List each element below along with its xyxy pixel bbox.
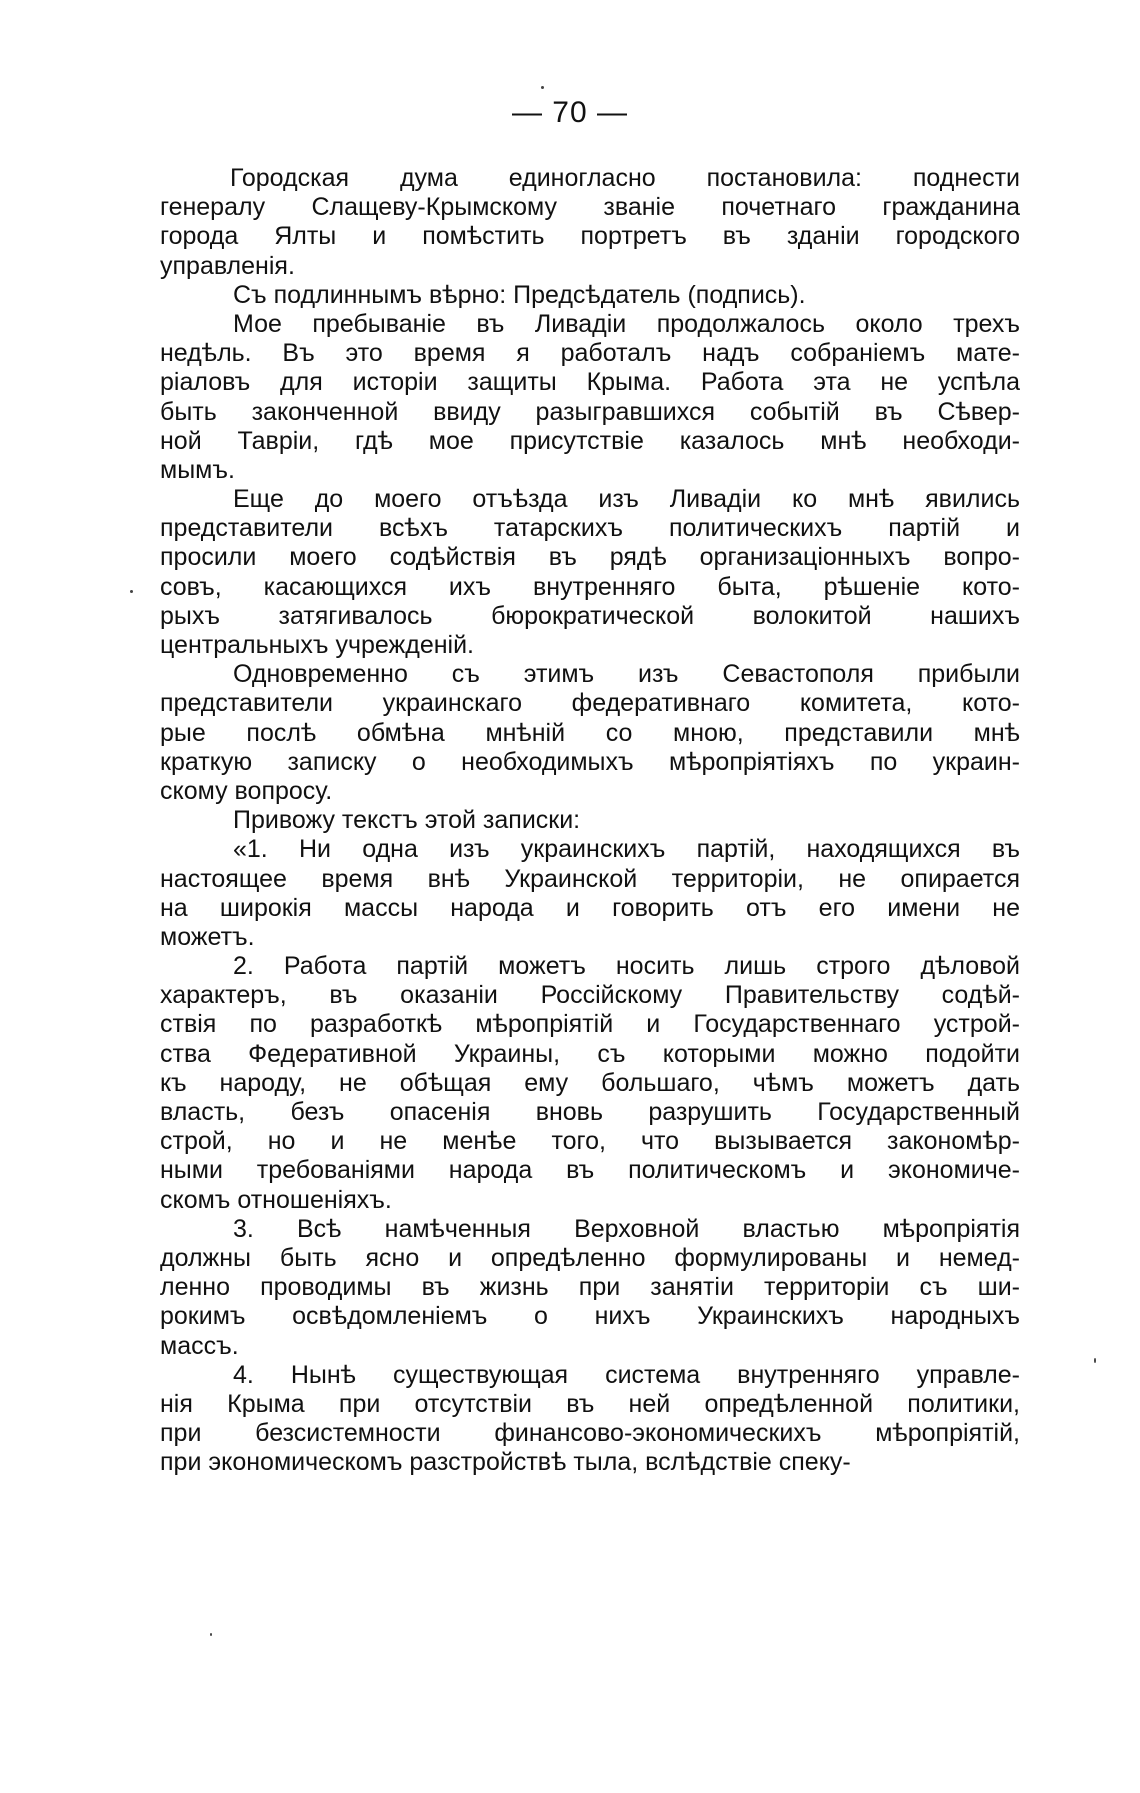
text-line: 4. Нынѣ существующая система внутренняго управле-: [233, 1360, 1020, 1389]
text-line: массъ.: [160, 1331, 239, 1360]
scan-speck: [130, 590, 133, 593]
body-text: [160, 164, 1020, 1477]
text-line: генералу Слащеву-Крымскому званіе почетнаго гражданина: [160, 193, 1020, 222]
text-line: 3. Всѣ намѣченныя Верховной властью мѣропріятія: [233, 1214, 1020, 1243]
text-line: къ народу, не обѣщая ему большаго, чѣмъ можетъ дать: [160, 1068, 1020, 1097]
text-line: ства Федеративной Украины, съ которыми можно подойти: [160, 1039, 1020, 1068]
paragraph: [160, 1361, 1020, 1478]
text-line: Еще до моего отъѣзда изъ Ливадіи ко мнѣ явились: [233, 485, 1020, 514]
text-line: рыхъ затягивалось бюрократической волокитой нашихъ: [160, 601, 1020, 630]
paragraph: [160, 660, 1020, 806]
text-line: мымъ.: [160, 455, 235, 484]
text-line: Городская дума единогласно постановила: поднести: [230, 164, 1020, 192]
text-line: рокимъ освѣдомленіемъ о нихъ Украинскихъ народныхъ: [160, 1302, 1020, 1331]
text-line: Одновременно съ этимъ изъ Севастополя прибыли: [233, 660, 1020, 689]
paragraph: [160, 281, 1020, 310]
paragraph: [160, 952, 1020, 1215]
text-line: строй, но и не менѣе того, что вызывается закономѣр-: [160, 1127, 1020, 1156]
text-line: представители всѣхъ татарскихъ политическихъ партій и: [160, 514, 1020, 543]
text-line: должны быть ясно и опредѣленно формулированы и немед-: [160, 1243, 1020, 1272]
text-line: ными требованіями народа въ политическомъ и экономиче-: [160, 1156, 1020, 1185]
text-line: ствія по разработкѣ мѣропріятій и Государственнаго устрой-: [160, 1010, 1020, 1039]
text-line: можетъ.: [160, 922, 255, 951]
text-line: власть, безъ опасенія вновь разрушить Государственный: [160, 1098, 1020, 1126]
text-line: на широкія массы народа и говорить отъ его имени не: [160, 893, 1020, 922]
text-line: скому вопросу.: [160, 776, 333, 805]
text-line: Привожу текстъ этой записки:: [233, 806, 581, 835]
text-line: ріаловъ для исторіи защиты Крыма. Работа эта не успѣла: [160, 368, 1020, 397]
scan-speck: [1094, 1358, 1096, 1363]
page-number: — 70 —: [511, 96, 629, 129]
text-line: «1. Ни одна изъ украинскихъ партій, находящихся въ: [233, 835, 1020, 864]
paragraph: [160, 485, 1020, 660]
text-line: ной Тавріи, гдѣ мое присутствіе казалось мнѣ необходи-: [160, 426, 1020, 455]
text-line: Мое пребываніе въ Ливадіи продолжалось около трехъ: [233, 309, 1020, 338]
text-line: ленно проводимы въ жизнь при занятіи территоріи съ ши-: [160, 1273, 1020, 1302]
text-line: настоящее время внѣ Украинской территоріи, не опирается: [160, 864, 1020, 893]
text-line: города Ялты и помѣстить портретъ въ зданіи городского: [160, 222, 1020, 251]
text-line: скомъ отношеніяхъ.: [160, 1185, 392, 1214]
text-line: рые послѣ обмѣна мнѣній со мною, представили мнѣ: [160, 718, 1020, 747]
paragraph: [160, 835, 1020, 952]
text-line: при безсистемности финансово-экономическихъ мѣропріятій,: [160, 1419, 1020, 1448]
scan-speck: [210, 1633, 212, 1636]
text-line: быть законченной ввиду разыгравшихся событій въ Сѣвер-: [160, 397, 1020, 426]
text-line: недѣль. Въ это время я работалъ надъ собраніемъ мате-: [160, 339, 1020, 368]
text-line: представители украинскаго федеративнаго комитета, кото-: [160, 689, 1020, 718]
paragraph: [160, 310, 1020, 485]
scan-speck: [541, 86, 544, 89]
text-line: характеръ, въ оказаніи Россійскому Правительству содѣй-: [160, 981, 1020, 1010]
text-line: при экономическомъ разстройствѣ тыла, вслѣдствіе спеку-: [160, 1448, 851, 1477]
text-line: Съ подлиннымъ вѣрно: Предсѣдатель (подпись).: [233, 280, 806, 309]
text-line: нія Крыма при отсутствіи въ ней опредѣленной политики,: [160, 1389, 1020, 1418]
text-line: 2. Работа партій можетъ носить лишь строго дѣловой: [233, 952, 1020, 981]
paragraph: [160, 164, 1020, 281]
text-line: центральныхъ учрежденій.: [160, 631, 475, 659]
text-line: просили моего содѣйствія въ рядѣ организаціонныхъ вопро-: [160, 543, 1020, 572]
text-line: управленія.: [160, 251, 295, 280]
text-line: совъ, касающихся ихъ внутренняго быта, рѣшеніе кото-: [160, 572, 1020, 601]
paragraph: [160, 806, 1020, 835]
paragraph: [160, 1215, 1020, 1361]
text-line: краткую записку о необходимыхъ мѣропріятіяхъ по украин-: [160, 747, 1020, 776]
